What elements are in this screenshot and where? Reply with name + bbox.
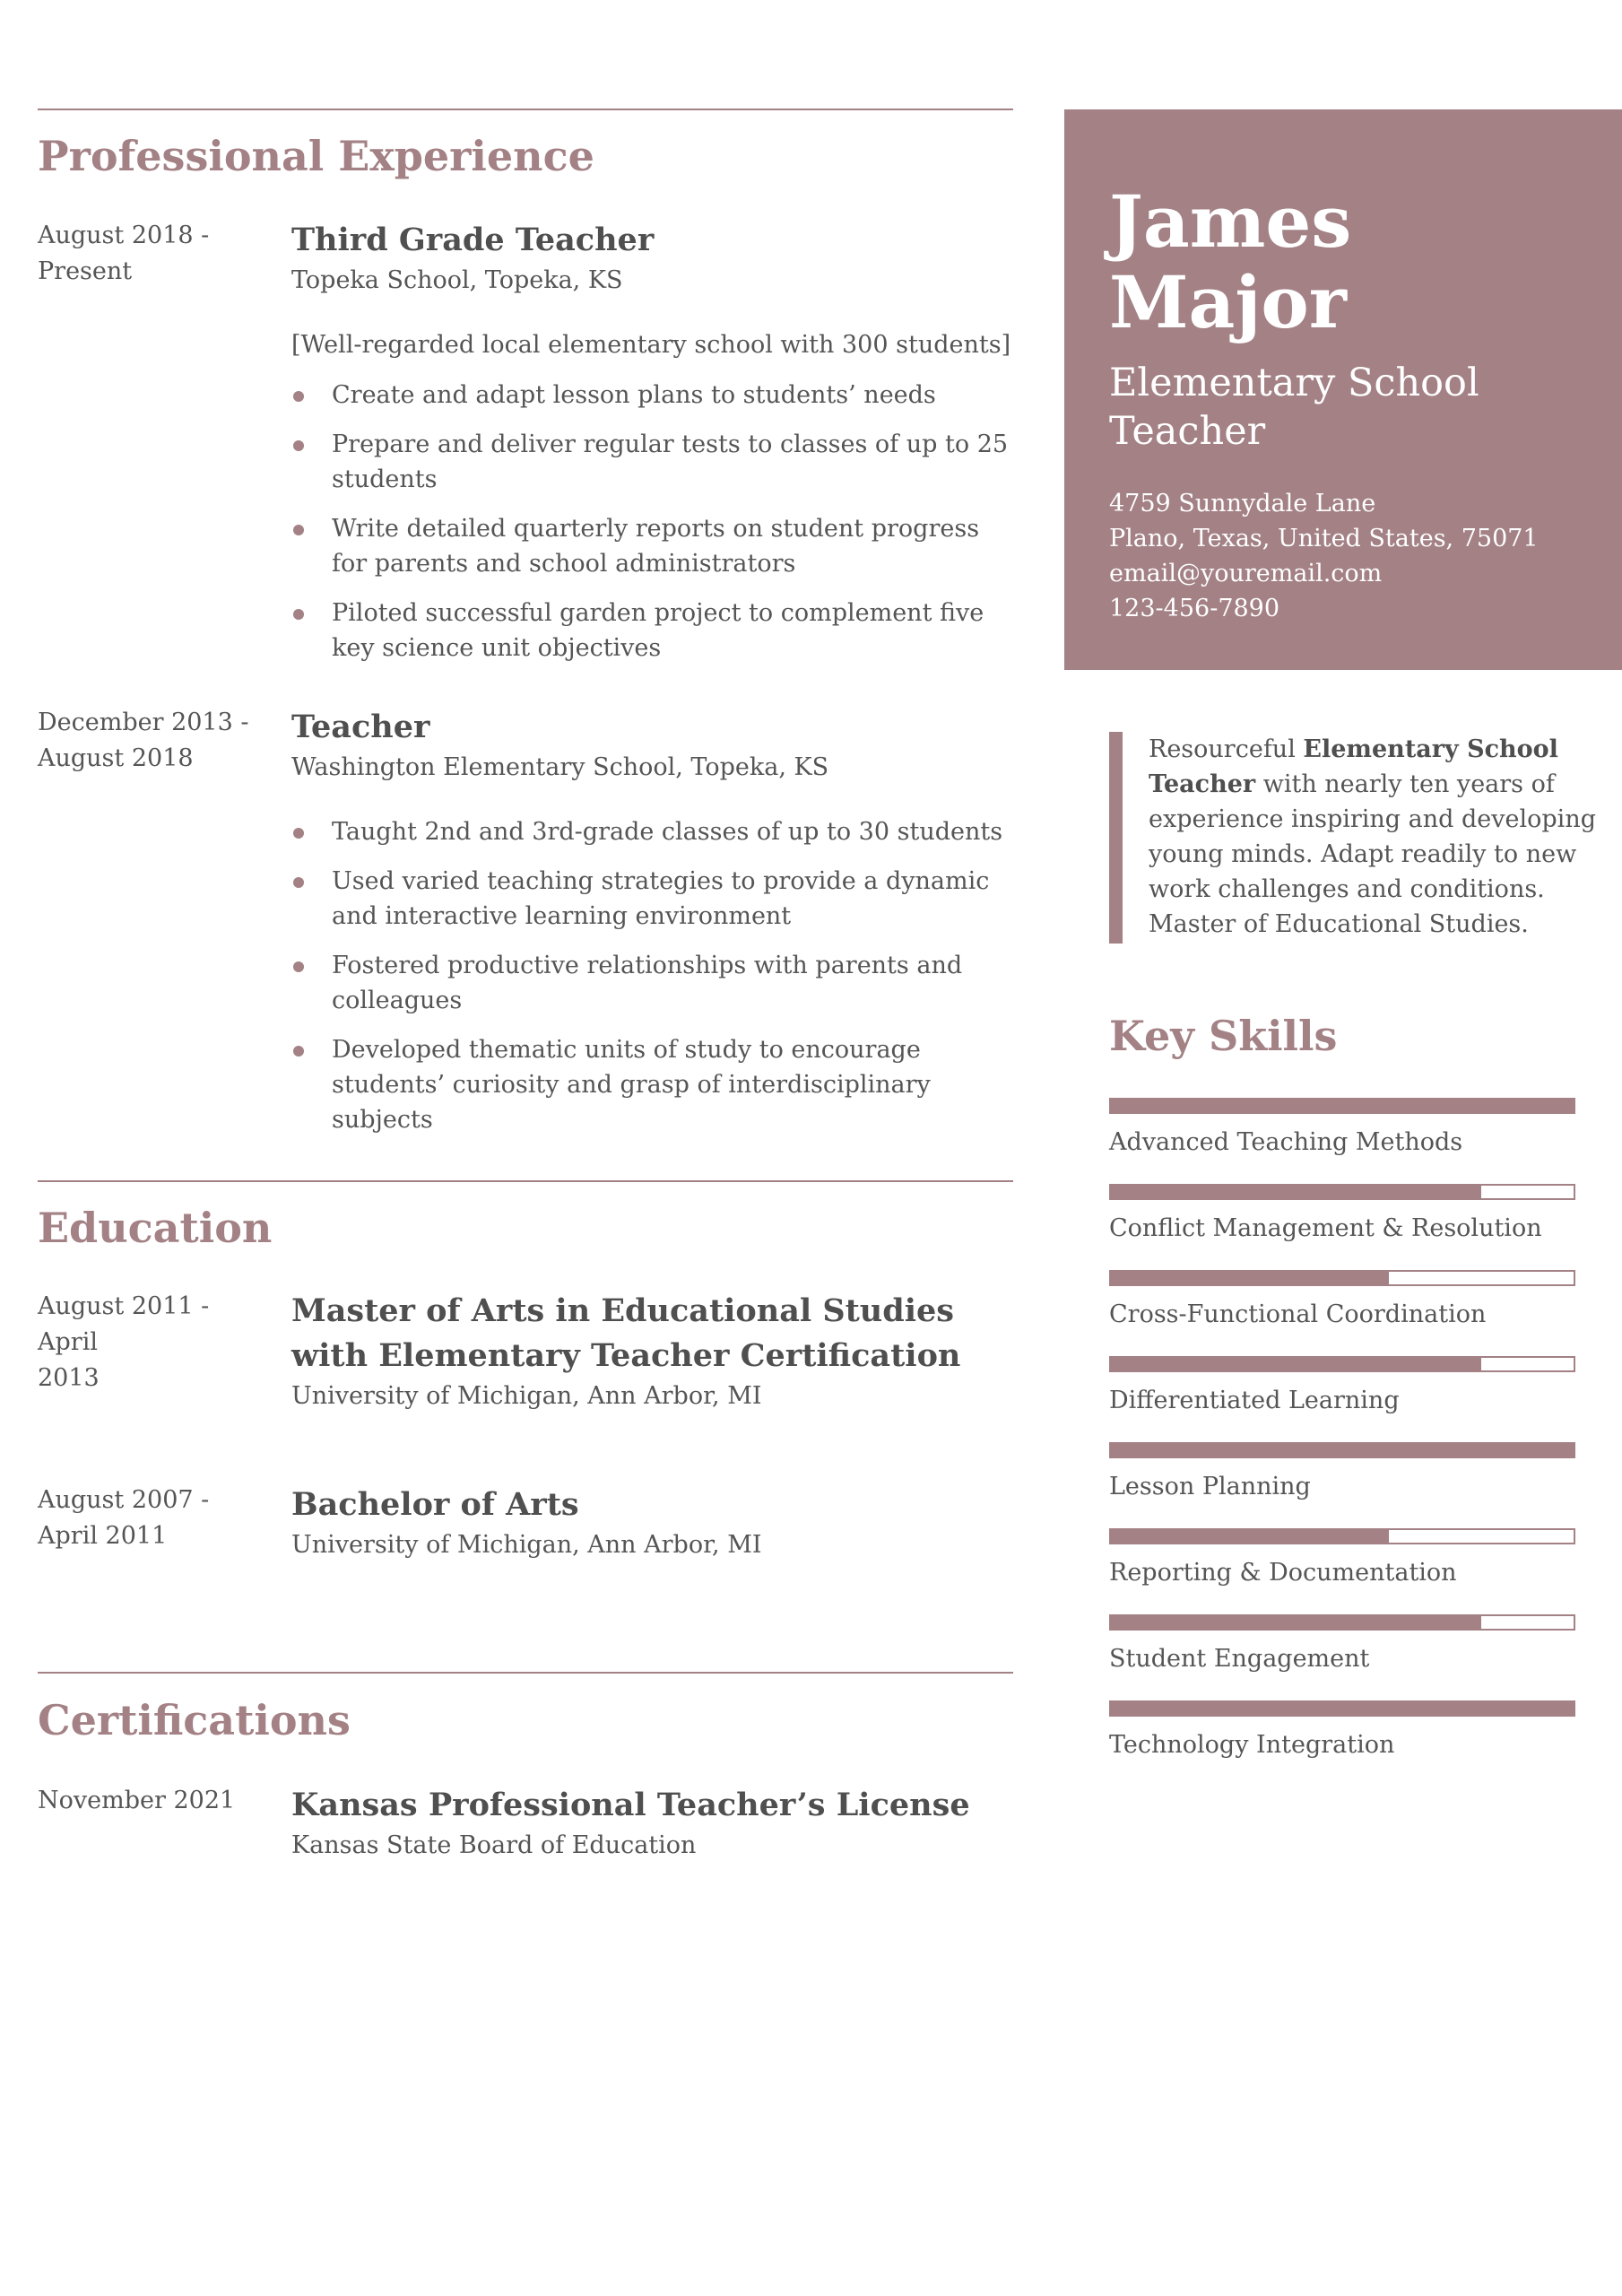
entry-date: December 2013 - August 2018 bbox=[38, 709, 249, 772]
skill-level-bar bbox=[1109, 1184, 1575, 1200]
job-title: Teacher bbox=[291, 709, 430, 745]
list-item: Piloted successful garden project to complement five key science unit objectives bbox=[291, 596, 1013, 665]
bullet-dot bbox=[293, 525, 304, 535]
entry-body bbox=[291, 1289, 1013, 1414]
skill-name: Cross-Functional Coordination bbox=[1109, 1300, 1487, 1328]
job-bullets bbox=[291, 378, 1013, 665]
contact-info bbox=[1109, 486, 1539, 626]
certifications-heading: Certifications bbox=[38, 1696, 351, 1744]
certification-issuer: Kansas State Board of Education bbox=[291, 1831, 697, 1859]
skill-level-bar bbox=[1109, 1442, 1575, 1458]
skill-name: Differentiated Learning bbox=[1109, 1387, 1400, 1414]
school-name: University of Michigan, Ann Arbor, MI bbox=[291, 1382, 762, 1410]
skill-level-fill bbox=[1111, 1358, 1481, 1370]
skill-level-bar bbox=[1109, 1270, 1575, 1286]
list-item: Prepare and deliver regular tests to classes of up to 25 students bbox=[291, 427, 1013, 497]
degree-title: Bachelor of Arts bbox=[291, 1486, 579, 1523]
education-heading: Education bbox=[38, 1204, 273, 1252]
skill-level-bar bbox=[1109, 1528, 1575, 1544]
skill-level-fill bbox=[1111, 1444, 1574, 1457]
skill-name: Conflict Management & Resolution bbox=[1109, 1214, 1542, 1242]
entry-date: August 2018 - Present bbox=[38, 222, 210, 285]
name-header-box bbox=[1064, 109, 1622, 670]
bullet-dot bbox=[293, 961, 304, 972]
job-bullets bbox=[291, 814, 1013, 1137]
list-item: Fostered productive relationships with parents and colleagues bbox=[291, 948, 1013, 1018]
list-item: Taught 2nd and 3rd-grade classes of up to 30 students bbox=[291, 814, 1013, 849]
job-title: Third Grade Teacher bbox=[291, 222, 655, 258]
experience-heading: Professional Experience bbox=[38, 132, 594, 180]
candidate-name: James Major bbox=[1109, 179, 1352, 344]
skill-level-fill bbox=[1111, 1702, 1574, 1715]
skill-name: Student Engagement bbox=[1109, 1645, 1370, 1673]
skill-level-fill bbox=[1111, 1272, 1389, 1284]
bullet-dot bbox=[293, 440, 304, 451]
bullet-dot bbox=[293, 828, 304, 839]
entry-body bbox=[291, 705, 1013, 1152]
email-link[interactable]: email@youremail.com bbox=[1109, 560, 1383, 587]
school-name: University of Michigan, Ann Arbor, MI bbox=[291, 1531, 762, 1559]
job-org: Topeka School, Topeka, KS bbox=[291, 266, 623, 294]
degree-title: Master of Arts in Educational Studies with Elementary Teacher Certification bbox=[291, 1292, 961, 1374]
job-org: Washington Elementary School, Topeka, KS bbox=[291, 753, 829, 781]
list-item: Create and adapt lesson plans to students’ needs bbox=[291, 378, 1013, 413]
certification-title: Kansas Professional Teacher’s License bbox=[291, 1787, 970, 1823]
skill-level-fill bbox=[1111, 1186, 1481, 1198]
list-item: Write detailed quarterly reports on student progress for parents and school administrators bbox=[291, 511, 1013, 581]
job-description: [Well-regarded local elementary school with 300 students] bbox=[291, 331, 1011, 359]
bullet-dot bbox=[293, 877, 304, 888]
section-divider bbox=[38, 1180, 1013, 1182]
skill-name: Reporting & Documentation bbox=[1109, 1559, 1457, 1587]
entry-date: August 2007 - April 2011 bbox=[38, 1486, 210, 1550]
skill-name: Advanced Teaching Methods bbox=[1109, 1128, 1463, 1156]
skill-level-bar bbox=[1109, 1614, 1575, 1631]
bullet-dot bbox=[293, 391, 304, 402]
skills-heading: Key Skills bbox=[1109, 1012, 1338, 1060]
entry-body bbox=[291, 1483, 1013, 1563]
summary-accent-bar bbox=[1109, 732, 1123, 944]
address-line: 4759 Sunnydale Lane bbox=[1109, 490, 1376, 517]
skill-name: Lesson Planning bbox=[1109, 1473, 1311, 1500]
list-item: Developed thematic units of study to encourage students’ curiosity and grasp of interdisciplinary subjects bbox=[291, 1032, 1013, 1137]
skill-level-fill bbox=[1111, 1530, 1389, 1543]
entry-date: November 2021 bbox=[38, 1787, 236, 1814]
phone-number: 123-456-7890 bbox=[1109, 595, 1280, 622]
bullet-dot bbox=[293, 609, 304, 620]
candidate-title: Elementary School Teacher bbox=[1109, 361, 1479, 454]
section-divider bbox=[38, 109, 1013, 110]
bullet-dot bbox=[293, 1046, 304, 1057]
entry-date: August 2011 - April 2013 bbox=[38, 1292, 210, 1392]
skill-level-bar bbox=[1109, 1098, 1575, 1114]
list-item: Used varied teaching strategies to provide a dynamic and interactive learning environment bbox=[291, 864, 1013, 934]
skill-name: Technology Integration bbox=[1109, 1731, 1395, 1759]
skill-level-fill bbox=[1111, 1616, 1481, 1629]
address-line: Plano, Texas, United States, 75071 bbox=[1109, 525, 1539, 552]
skill-level-bar bbox=[1109, 1356, 1575, 1372]
entry-body bbox=[291, 218, 1013, 680]
skill-level-fill bbox=[1111, 1100, 1574, 1112]
skill-level-bar bbox=[1109, 1700, 1575, 1717]
summary-text: Resourceful Elementary School Teacher with nearly ten years of experience inspiring and developing young minds. Adapt readily to new work challenges and conditions. Master of Educational Studies. bbox=[1149, 735, 1596, 938]
section-divider bbox=[38, 1672, 1013, 1674]
entry-body bbox=[291, 1783, 1013, 1864]
